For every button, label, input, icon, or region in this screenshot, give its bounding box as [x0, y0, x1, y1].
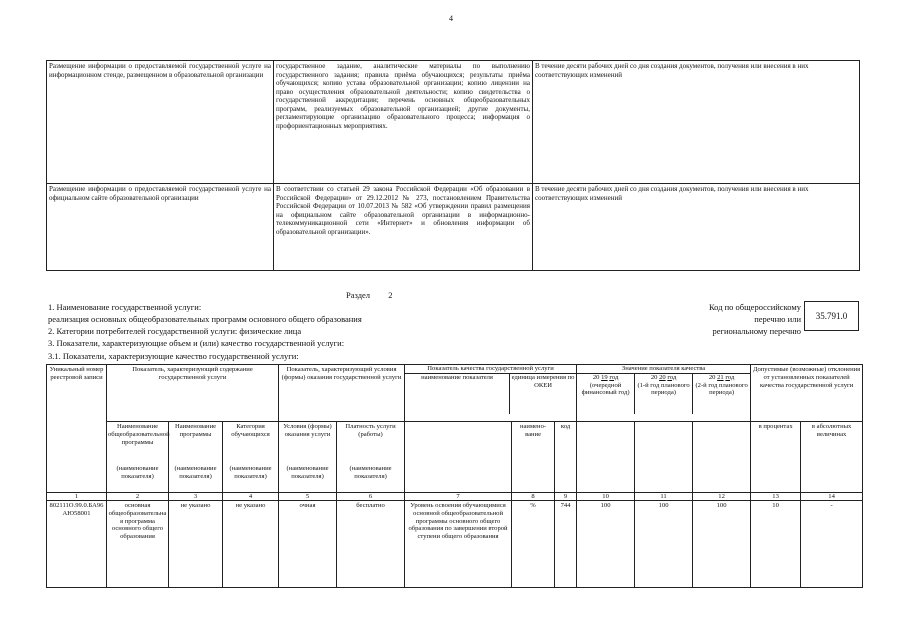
param-name: (наименование показателя)	[337, 464, 405, 493]
header-year-3	[692, 374, 750, 414]
col-number: 14	[801, 493, 863, 501]
cell-unit-code: 744	[555, 501, 577, 588]
header-conditions: Показатель, характеризующий условия (формы) оказания государственной услуги	[279, 365, 405, 422]
col-number: 13	[751, 493, 801, 501]
indicators-heading: 3. Показатели, характеризующие объем и (или) качество государственной услуги:	[48, 338, 345, 348]
code-label-2: перечню или	[754, 314, 801, 324]
sub-unit-code: код	[555, 422, 577, 493]
blank-year-3	[693, 422, 751, 493]
col-number: 4	[223, 493, 279, 501]
year-3-note: (2-й год планового периода)	[695, 381, 748, 397]
sub-dev-absolute: в абсолютных величинах	[801, 422, 863, 493]
consumer-category: 2. Категории потребителей государственной услуги: физические лица	[48, 326, 302, 336]
info-method: Размещение информации о предоставляемой государственной услуге на официальном сайте образовательной организации	[47, 184, 274, 271]
cell-unit: %	[512, 501, 555, 588]
sub-payment: Платность услуги (работы)	[337, 422, 405, 465]
cell-value-1: 100	[577, 501, 635, 588]
sub-program-name: Наименование программы	[169, 422, 223, 465]
header-deviations: Допустимые (возможные) отклонения от установленных показателей качества государственной услуги	[751, 365, 863, 422]
blank-year-2	[635, 422, 693, 493]
quality-table	[46, 364, 863, 588]
code-label-1: Код по общероссийскому	[708, 302, 801, 312]
param-name: (наименование показателя)	[223, 464, 279, 493]
column-numbers-row	[47, 493, 863, 501]
cell-indicator: Уровень освоения обучающимися основной общеобразовательной программы основного общего образования по завершении второй ступени общего образования	[405, 501, 512, 588]
cell-program: основная общеобразовательная программа основного общего образования	[107, 501, 169, 588]
info-method: Размещение информации о предоставляемой государственной услуге на информационном стенде, размещенном в образовательной организации	[47, 61, 274, 184]
header-content: Показатель, характеризующий содержание государственной услуги	[107, 365, 279, 422]
col-number: 9	[555, 493, 577, 501]
section-label: Раздел	[346, 290, 371, 300]
year-2-prefix: 20	[650, 373, 658, 381]
section-heading	[346, 290, 393, 300]
param-name: (наименование показателя)	[169, 464, 223, 493]
quality-heading: 3.1. Показатели, характеризующие качество государственной услуги:	[48, 351, 299, 361]
year-2-suffix: год	[667, 373, 677, 381]
info-row	[47, 61, 860, 184]
table-row	[47, 501, 863, 588]
cell-program-name: не указано	[169, 501, 223, 588]
info-content: В соответствии со статьей 29 закона Российской Федерации «Об образовании в Российской Федерации» от 29.12.2012 № 273, постановлением Правительства Российской Федерации от 10.07.2013 № 582 «Об утверждении правил размещения на официальном сайте образовательной организации в информационно-телекоммуникационной сети «Интернет» и обновления информации об образовательной организации».	[274, 184, 533, 271]
cell-dev-absolute: -	[801, 501, 863, 588]
year-1-note: (очередной финансовый год)	[581, 381, 630, 397]
cell-dev-percent: 10	[751, 501, 801, 588]
header-registry: Уникальный номер реестровой записи	[47, 365, 107, 493]
col-number: 3	[169, 493, 223, 501]
year-3: 21	[717, 373, 724, 381]
param-name: (наименование показателя)	[107, 464, 169, 493]
header-values	[577, 365, 751, 422]
cell-form: очная	[279, 501, 337, 588]
header-values-title: Значение показателя качества	[577, 365, 750, 374]
info-content: государственное задание, аналитические материалы по выполнению государственного задания; правила приёма обучающихся; результаты приёма обучающихся; копию устава образовательной организации; копию лицензии на право осуществления образовательной деятельности; копию свидетельства о государственной аккредитации; перечень основных общеобразовательных программ, реализуемых образовательной организацией; другие документы, регламентирующие организацию образовательного процесса; информация о профориентационных мероприятиях.	[274, 61, 533, 184]
year-3-suffix: год	[725, 373, 735, 381]
year-1: 19	[601, 373, 608, 381]
col-number: 6	[337, 493, 405, 501]
col-number: 11	[635, 493, 693, 501]
cell-category: не указано	[223, 501, 279, 588]
year-1-suffix: год	[609, 373, 619, 381]
year-3-prefix: 20	[708, 373, 716, 381]
cell-payment: бесплатно	[337, 501, 405, 588]
code-label-3: региональному перечню	[712, 326, 801, 336]
sub-category: Категория обучающихся	[223, 422, 279, 465]
col-number: 12	[693, 493, 751, 501]
year-1-prefix: 20	[592, 373, 600, 381]
cell-value-3: 100	[693, 501, 751, 588]
section-number: 2	[388, 290, 393, 300]
header-quality	[405, 365, 577, 422]
sub-form: Условия (формы) оказания услуги	[279, 422, 337, 465]
header-year-1	[577, 374, 634, 414]
info-table	[46, 60, 860, 271]
col-number: 10	[577, 493, 635, 501]
param-name: (наименование показателя)	[279, 464, 337, 493]
header-unit: единица измерения по ОКЕИ	[509, 374, 576, 414]
page-number: 4	[449, 14, 453, 23]
blank-indicator	[405, 422, 512, 493]
info-frequency: В течение десяти рабочих дней со дня создания документов, получения или внесения в них соответствующих изменений	[533, 61, 860, 184]
registry-code: 35.791.0	[804, 301, 859, 331]
year-2-note: (1-й год планового периода)	[637, 381, 690, 397]
col-number: 8	[512, 493, 555, 501]
header-year-2	[634, 374, 692, 414]
header-quality-title: Показатель качества государственной услуги	[405, 365, 576, 374]
year-2: 20	[659, 373, 666, 381]
sub-dev-percent: в процентах	[751, 422, 801, 493]
info-row	[47, 184, 860, 271]
sub-unit-name: наимено-вание	[512, 422, 555, 493]
col-number: 7	[405, 493, 512, 501]
cell-registry: 802111О.99.0.БА96АЮ58001	[47, 501, 107, 588]
header-indicator-name: наименование показателя	[421, 373, 493, 381]
cell-value-2: 100	[635, 501, 693, 588]
info-frequency: В течение десяти рабочих дней со дня создания документов, получения или внесения в них соответствующих изменений	[533, 184, 860, 271]
col-number: 5	[279, 493, 337, 501]
sub-program: Наименование общеобразовательной программы	[107, 422, 169, 465]
blank-year-1	[577, 422, 635, 493]
service-name: реализация основных общеобразовательных программ основного общего образования	[48, 314, 362, 324]
col-number: 2	[107, 493, 169, 501]
service-name-label: 1. Наименование государственной услуги:	[48, 302, 202, 312]
col-number: 1	[47, 493, 107, 501]
